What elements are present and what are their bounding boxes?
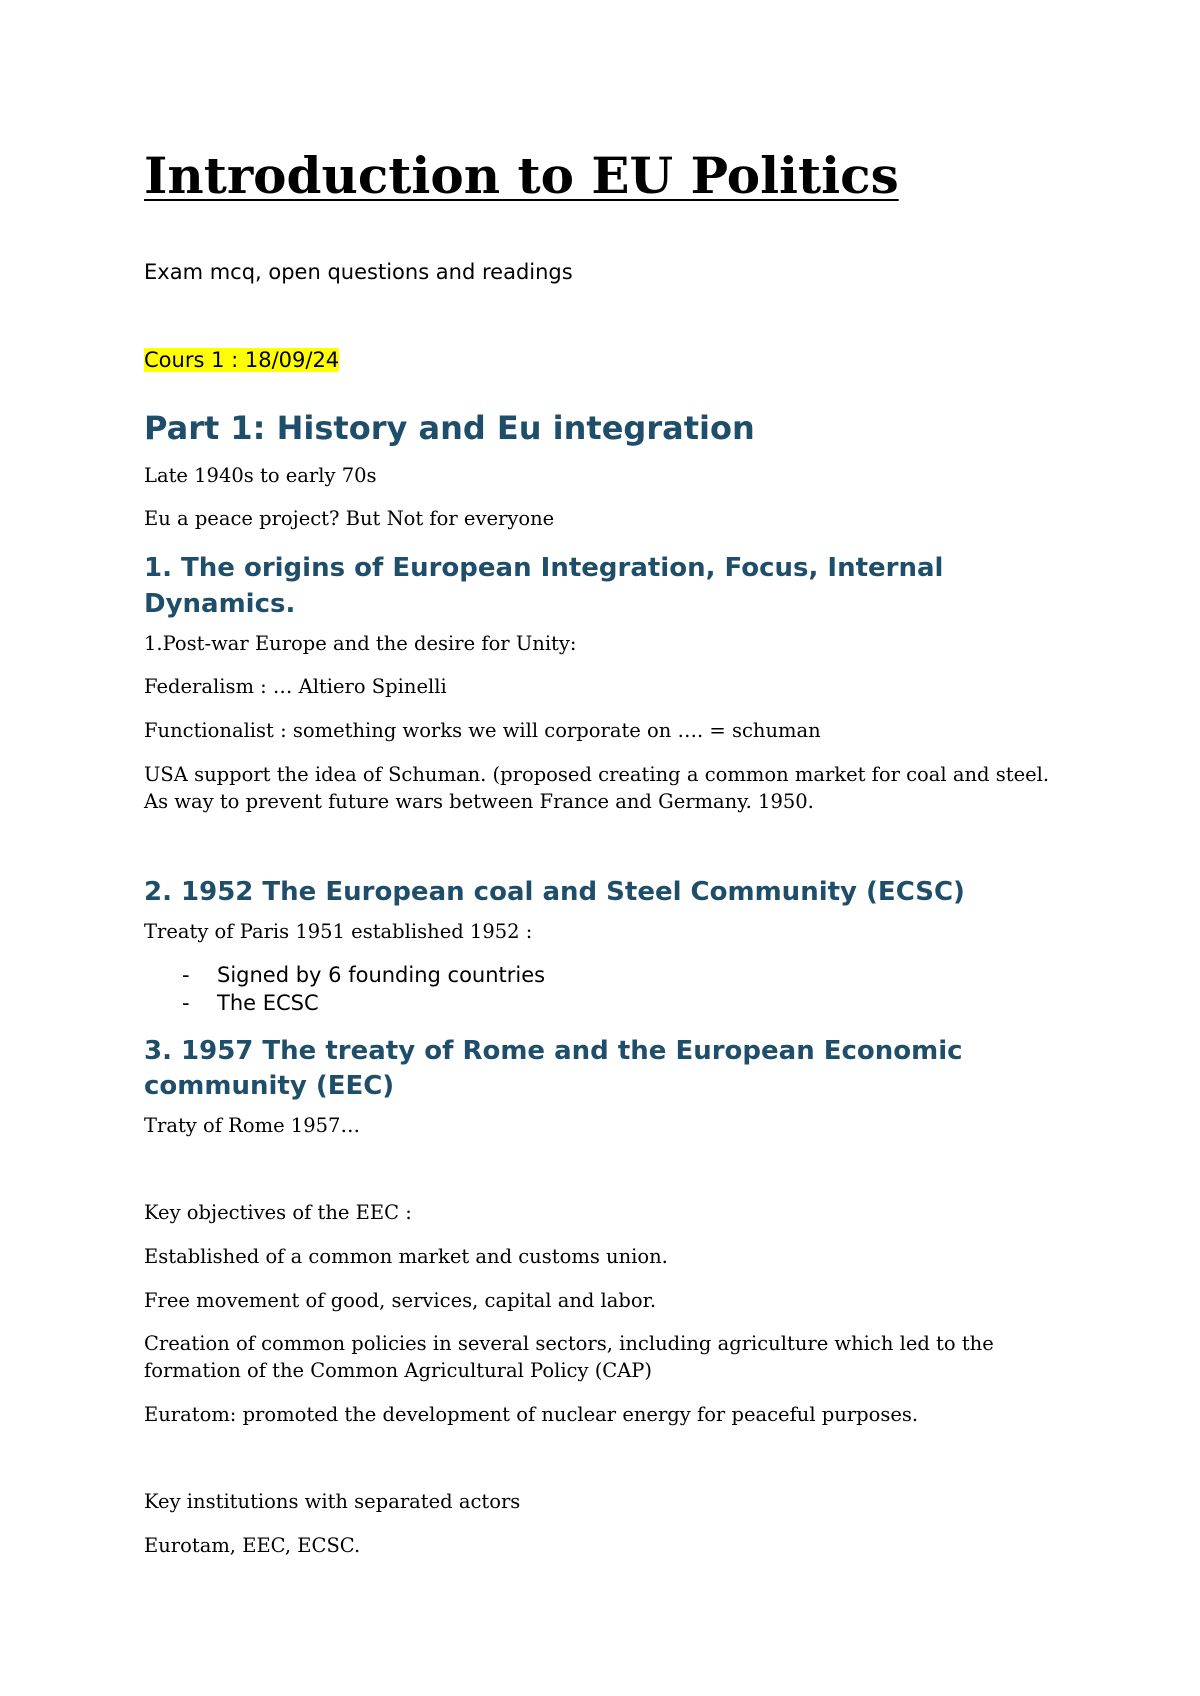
- objective-line: Euratom: promoted the development of nuclear energy for peaceful purposes.: [144, 1403, 919, 1426]
- bullet-marker: -: [182, 991, 190, 1015]
- section2-intro: Treaty of Paris 1951 established 1952 :: [144, 920, 533, 943]
- section3-heading-line2: community (EEC): [144, 1071, 395, 1101]
- list-item: [144, 989, 545, 1017]
- part1-line: Late 1940s to early 70s: [144, 464, 377, 487]
- section3-heading-line1: 3. 1957 The treaty of Rome and the European Economic: [144, 1036, 963, 1066]
- objective-line: formation of the Common Agricultural Policy (CAP): [144, 1359, 653, 1382]
- part1-heading: Part 1: History and Eu integration: [144, 409, 755, 447]
- section1-line: USA support the idea of Schuman. (proposed creating a common market for coal and steel.: [144, 763, 1050, 786]
- section1-line: As way to prevent future wars between France and Germany. 1950.: [144, 790, 814, 813]
- section1-heading-line2: Dynamics.: [144, 589, 296, 619]
- objective-line: Free movement of good, services, capital and labor.: [144, 1289, 657, 1312]
- institutions-label: Key institutions with separated actors: [144, 1490, 521, 1513]
- section1-line: Federalism : … Altiero Spinelli: [144, 675, 447, 698]
- objectives-label: Key objectives of the EEC :: [144, 1201, 412, 1224]
- course-date: [144, 346, 339, 374]
- section1-line: 1.Post-war Europe and the desire for Unity:: [144, 632, 577, 655]
- objective-line: Creation of common policies in several sectors, including agriculture which led to the: [144, 1332, 994, 1355]
- institutions-list: Eurotam, EEC, ECSC.: [144, 1534, 361, 1557]
- bullet-text: Signed by 6 founding countries: [217, 963, 546, 987]
- document-subtitle: Exam mcq, open questions and readings: [144, 260, 573, 284]
- section2-bullet-list: [144, 961, 545, 1017]
- course-date-highlight: Cours 1 : 18/09/24: [144, 348, 340, 372]
- bullet-marker: -: [182, 963, 190, 987]
- section1-line: Functionalist : something works we will corporate on …. = schuman: [144, 719, 821, 742]
- list-item: [144, 961, 545, 989]
- bullet-text: The ECSC: [217, 991, 319, 1015]
- document-title: Introduction to EU Politics: [144, 146, 899, 205]
- part1-line: Eu a peace project? But Not for everyone: [144, 507, 555, 530]
- section2-heading: 2. 1952 The European coal and Steel Community (ECSC): [144, 877, 965, 907]
- section3-intro: Traty of Rome 1957…: [144, 1114, 360, 1137]
- section1-heading-line1: 1. The origins of European Integration, Focus, Internal: [144, 553, 944, 583]
- objective-line: Established of a common market and customs union.: [144, 1245, 668, 1268]
